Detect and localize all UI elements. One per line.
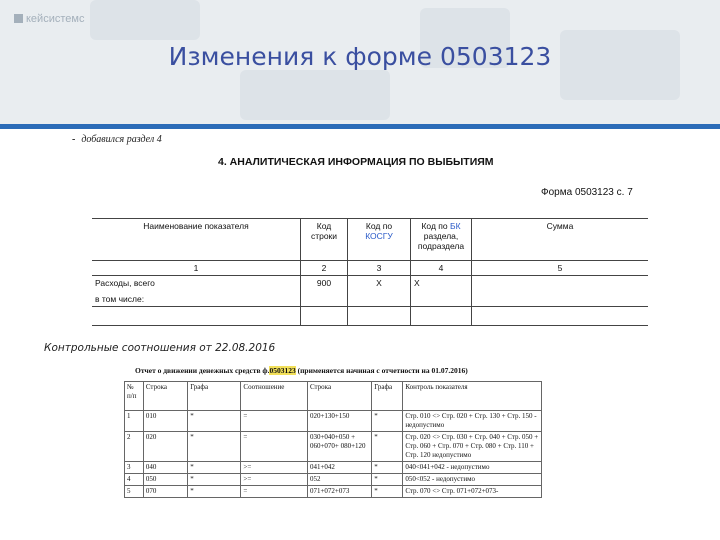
row-name: [92, 307, 301, 326]
cell-row: 010: [143, 411, 187, 432]
header-section-a: Код по: [421, 221, 450, 231]
section4-table: [92, 218, 648, 326]
cell-row2: 052: [307, 474, 371, 486]
cell-col: *: [188, 486, 241, 498]
logo-icon: [14, 14, 23, 23]
row-sum: [472, 307, 649, 326]
cell-row2: 020+130+150: [307, 411, 371, 432]
cell-relation: >=: [241, 474, 308, 486]
cell-row2: 041+042: [307, 462, 371, 474]
header-name: Наименование показателя: [92, 219, 301, 261]
cell-relation: =: [241, 411, 308, 432]
cell-number: 4: [125, 474, 144, 486]
column-number-row: [92, 261, 648, 276]
cell-col2: *: [372, 486, 403, 498]
table-header-row: [92, 219, 648, 261]
control-header: Графа: [188, 382, 241, 411]
bullet-dash: -: [72, 134, 76, 145]
control-header: № п/п: [125, 382, 144, 411]
caption-form-code: 0503123: [269, 366, 296, 375]
cell-row: 040: [143, 462, 187, 474]
header-section: [411, 219, 472, 261]
control-header-row: [125, 382, 542, 411]
control-header: Соотношение: [241, 382, 308, 411]
row-section: [411, 292, 472, 307]
cell-control: Стр. 070 <> Стр. 071+072+073-: [403, 486, 542, 498]
cell-relation: =: [241, 486, 308, 498]
cell-col2: *: [372, 411, 403, 432]
cell-control: 050<052 - недопустимо: [403, 474, 542, 486]
table-row: [92, 307, 648, 326]
cell-control: Стр. 020 <> Стр. 030 + Стр. 040 + Стр. 050 + Стр. 060 + Стр. 070 + Стр. 080 + Стр. 110 + Стр. 120 недопустимо: [403, 432, 542, 462]
caption-text-b: (применяется начиная с отчетности на 01.07.2016): [295, 366, 468, 375]
column-number: 2: [301, 261, 348, 276]
cell-row: 070: [143, 486, 187, 498]
control-header: Строка: [307, 382, 371, 411]
note-text: добавился раздел 4: [81, 134, 162, 145]
control-relations-label: Контрольные соотношения от 22.08.2016: [44, 342, 276, 354]
caption-text-a: Отчет о движении денежных средств ф.: [135, 366, 270, 375]
cell-relation: >=: [241, 462, 308, 474]
header-decoration: [240, 70, 390, 120]
cell-row: 050: [143, 474, 187, 486]
header-kosgu-code: КОСГУ: [365, 231, 393, 241]
row-kosgu: X: [348, 276, 411, 293]
cell-col: *: [188, 474, 241, 486]
control-header: Строка: [143, 382, 187, 411]
cell-col: *: [188, 411, 241, 432]
table-row: [92, 276, 648, 293]
header-kosgu-prefix: Код по: [365, 221, 393, 231]
row-name: в том числе:: [92, 292, 301, 307]
form-reference: Форма 0503123 с. 7: [541, 187, 633, 198]
header-section-highlight: БК: [449, 221, 461, 231]
header-sum: Сумма: [472, 219, 649, 261]
cell-number: 3: [125, 462, 144, 474]
cell-control: Стр. 010 <> Стр. 020 + Стр. 130 + Стр. 150 - недопустимо: [403, 411, 542, 432]
column-number: 3: [348, 261, 411, 276]
header-kosgu: [348, 219, 411, 261]
header-decoration: [90, 0, 200, 40]
cell-number: 1: [125, 411, 144, 432]
table-row: [125, 462, 542, 474]
cell-col2: *: [372, 432, 403, 462]
row-name: Расходы, всего: [92, 276, 301, 293]
control-table-caption: [135, 366, 468, 375]
cell-col2: *: [372, 474, 403, 486]
row-kosgu: [348, 292, 411, 307]
table-row: [125, 486, 542, 498]
cell-control: 040<041+042 - недопустимо: [403, 462, 542, 474]
row-code: [301, 307, 348, 326]
cell-relation: =: [241, 432, 308, 462]
cell-col: *: [188, 432, 241, 462]
table-row: [92, 292, 648, 307]
row-code: [301, 292, 348, 307]
cell-number: 5: [125, 486, 144, 498]
column-number: 5: [472, 261, 649, 276]
row-code: 900: [301, 276, 348, 293]
change-note: [72, 134, 162, 145]
row-sum: [472, 292, 649, 307]
brand-name: кейсистемс: [26, 13, 85, 25]
cell-row2: 071+072+073: [307, 486, 371, 498]
brand-logo: [14, 13, 84, 25]
header-code-row: Код строки: [301, 219, 348, 261]
row-section: X: [411, 276, 472, 293]
table-row: [125, 474, 542, 486]
cell-row: 020: [143, 432, 187, 462]
control-header: Графа: [372, 382, 403, 411]
control-header: Контроль показателя: [403, 382, 542, 411]
table-row: [125, 411, 542, 432]
cell-row2: 030+040+050 + 060+070+ 080+120: [307, 432, 371, 462]
page-title: Изменения к форме 0503123: [168, 42, 552, 71]
table-row: [125, 432, 542, 462]
row-sum: [472, 276, 649, 293]
row-kosgu: [348, 307, 411, 326]
cell-col: *: [188, 462, 241, 474]
row-section: [411, 307, 472, 326]
column-number: 4: [411, 261, 472, 276]
control-table: [124, 381, 542, 498]
column-number: 1: [92, 261, 301, 276]
cell-number: 2: [125, 432, 144, 462]
header-section-b: раздела, подраздела: [417, 231, 465, 251]
title-divider: [0, 124, 720, 129]
slide-header: [0, 0, 720, 124]
section4-title: 4. АНАЛИТИЧЕСКАЯ ИНФОРМАЦИЯ ПО ВЫБЫТИЯМ: [218, 156, 494, 168]
cell-col2: *: [372, 462, 403, 474]
